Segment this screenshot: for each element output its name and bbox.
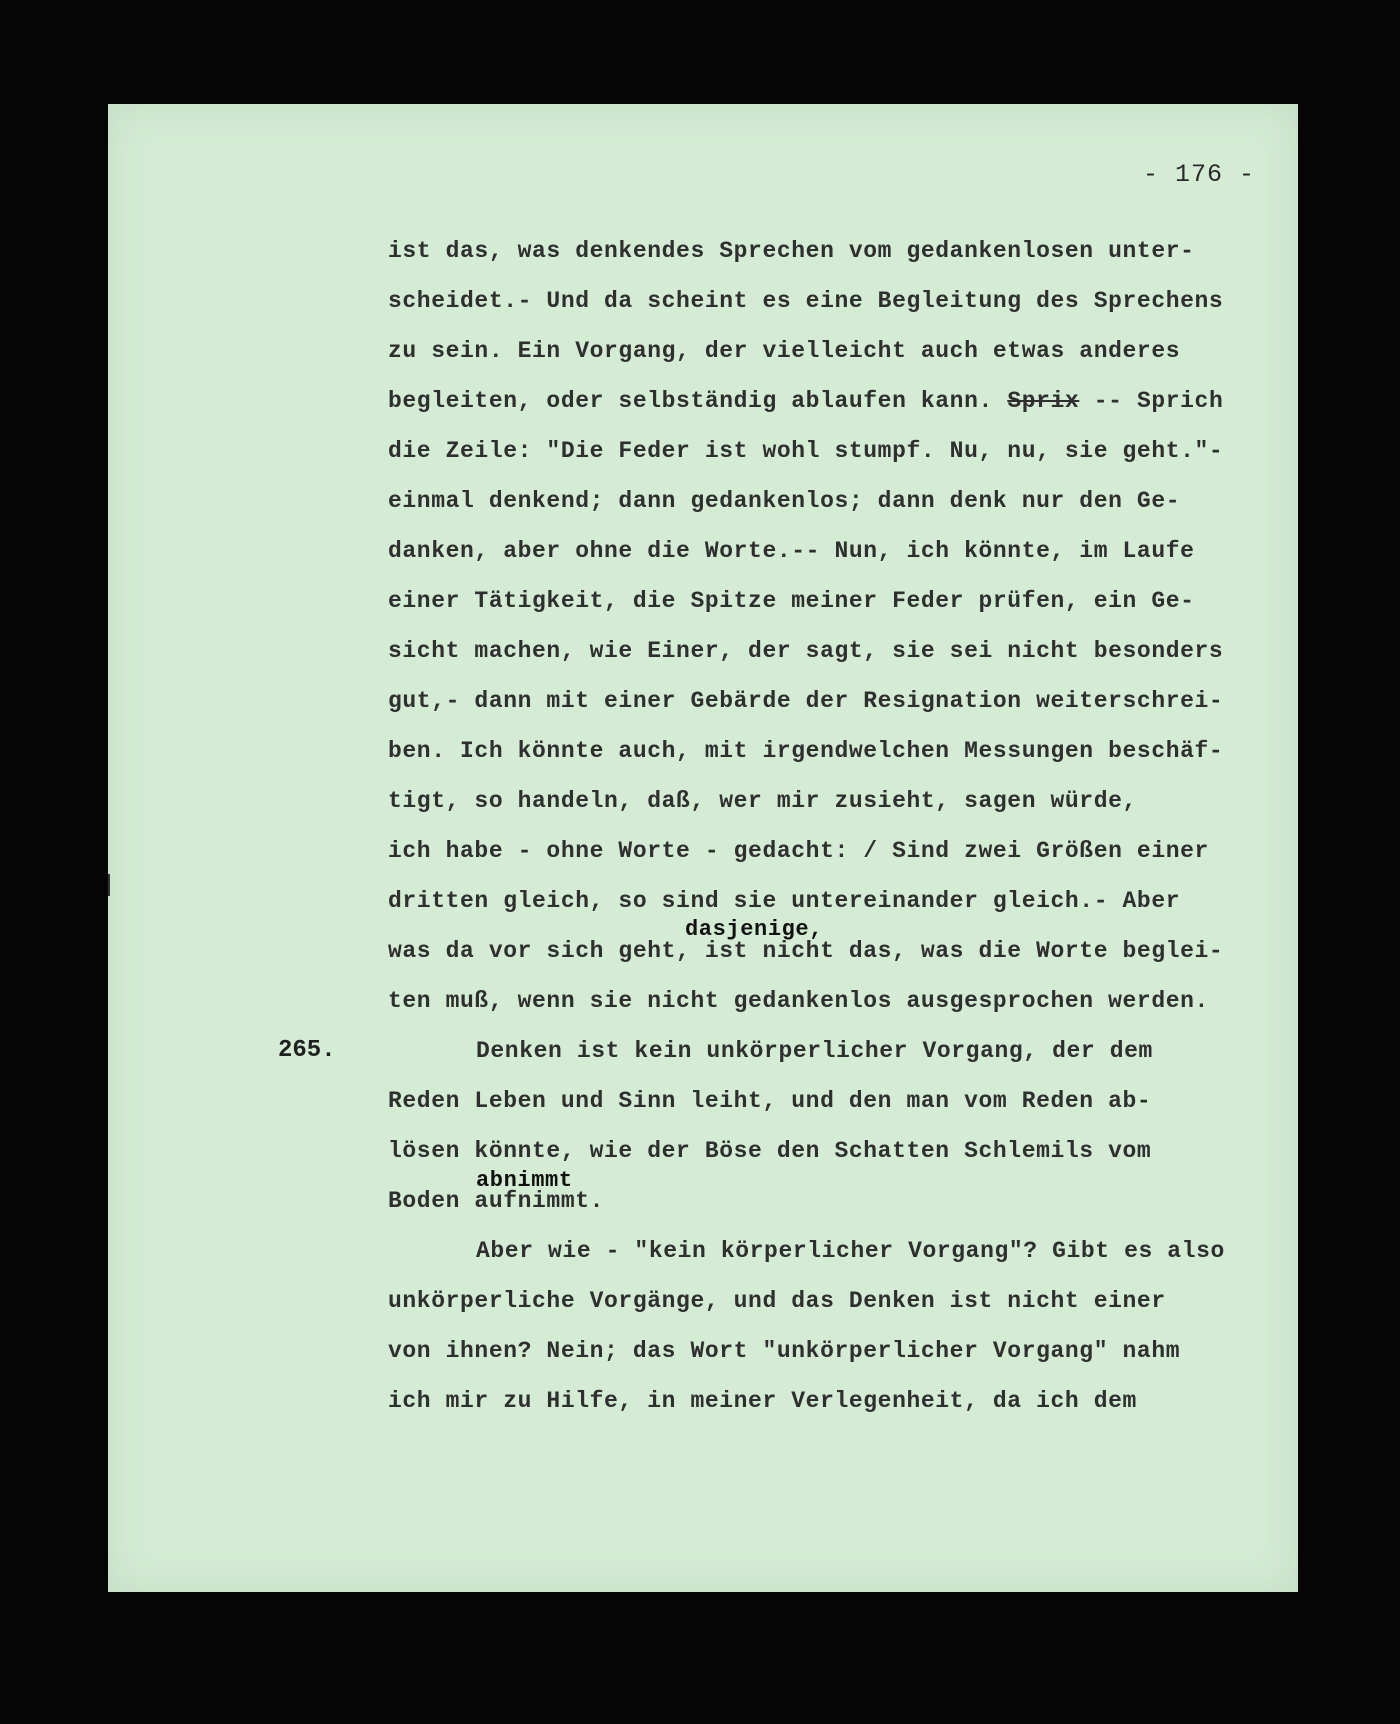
text-line-9: sicht machen, wie Einer, der sagt, sie sei nicht besonders — [388, 638, 1224, 664]
text-line-16: ten muß, wenn sie nicht gedankenlos ausgesprochen werden. — [388, 988, 1209, 1014]
text-line-19: lösen könnte, wie der Böse den Schatten Schlemils vom — [388, 1138, 1152, 1164]
typescript-page — [108, 104, 1298, 1592]
text-line-10: gut,- dann mit einer Gebärde der Resignation weiterschrei- — [388, 688, 1224, 714]
interlinear-insertion-1: dasjenige, — [685, 917, 824, 942]
text-line-22: unkörperliche Vorgänge, und das Denken ist nicht einer — [388, 1288, 1166, 1314]
margin-ink-mark — [108, 874, 110, 896]
text-line-14: dritten gleich, so sind sie untereinander gleich.- Aber — [388, 888, 1181, 914]
text-line-4 — [388, 388, 1223, 414]
text-line-15: was da vor sich geht, ist nicht das, was die Worte beglei- — [388, 938, 1224, 964]
text-line-23: von ihnen? Nein; das Wort "unkörperlicher Vorgang" nahm — [388, 1338, 1181, 1364]
text-line-4-main: begleiten, oder selbständig ablaufen kann. — [388, 388, 993, 414]
text-line-13: ich habe - ohne Worte - gedacht: / Sind zwei Größen einer — [388, 838, 1209, 864]
paragraph-number: 265. — [278, 1037, 336, 1064]
text-line-5: die Zeile: "Die Feder ist wohl stumpf. Nu, nu, sie geht."- — [388, 438, 1224, 464]
text-line-11: ben. Ich könnte auch, mit irgendwelchen Messungen beschäf- — [388, 738, 1224, 764]
page-number: - 176 - — [1143, 160, 1256, 189]
text-line-6: einmal denkend; dann gedankenlos; dann denk nur den Ge- — [388, 488, 1181, 514]
text-line-3: zu sein. Ein Vorgang, der vielleicht auch etwas anderes — [388, 338, 1181, 364]
text-line-2: scheidet.- Und da scheint es eine Begleitung des Sprechens — [388, 288, 1224, 314]
text-line-18: Reden Leben und Sinn leiht, und den man vom Reden ab- — [388, 1088, 1152, 1114]
struck-word: Sprix — [1007, 388, 1080, 414]
text-line-12: tigt, so handeln, daß, wer mir zusieht, sagen würde, — [388, 788, 1137, 814]
text-line-8: einer Tätigkeit, die Spitze meiner Feder prüfen, ein Ge- — [388, 588, 1195, 614]
text-line-24: ich mir zu Hilfe, in meiner Verlegenheit, da ich dem — [388, 1388, 1137, 1414]
text-line-17: Denken ist kein unkörperlicher Vorgang, der dem — [476, 1038, 1153, 1064]
text-line-20: Boden aufnimmt. — [388, 1188, 605, 1214]
interlinear-insertion-2: abnimmt — [476, 1168, 573, 1193]
text-line-4-tail: -- Sprich — [1093, 388, 1224, 414]
text-line-1: ist das, was denkendes Sprechen vom gedankenlosen unter- — [388, 238, 1195, 264]
text-line-21: Aber wie - "kein körperlicher Vorgang"? Gibt es also — [476, 1238, 1225, 1264]
text-line-7: danken, aber ohne die Worte.-- Nun, ich könnte, im Laufe — [388, 538, 1195, 564]
